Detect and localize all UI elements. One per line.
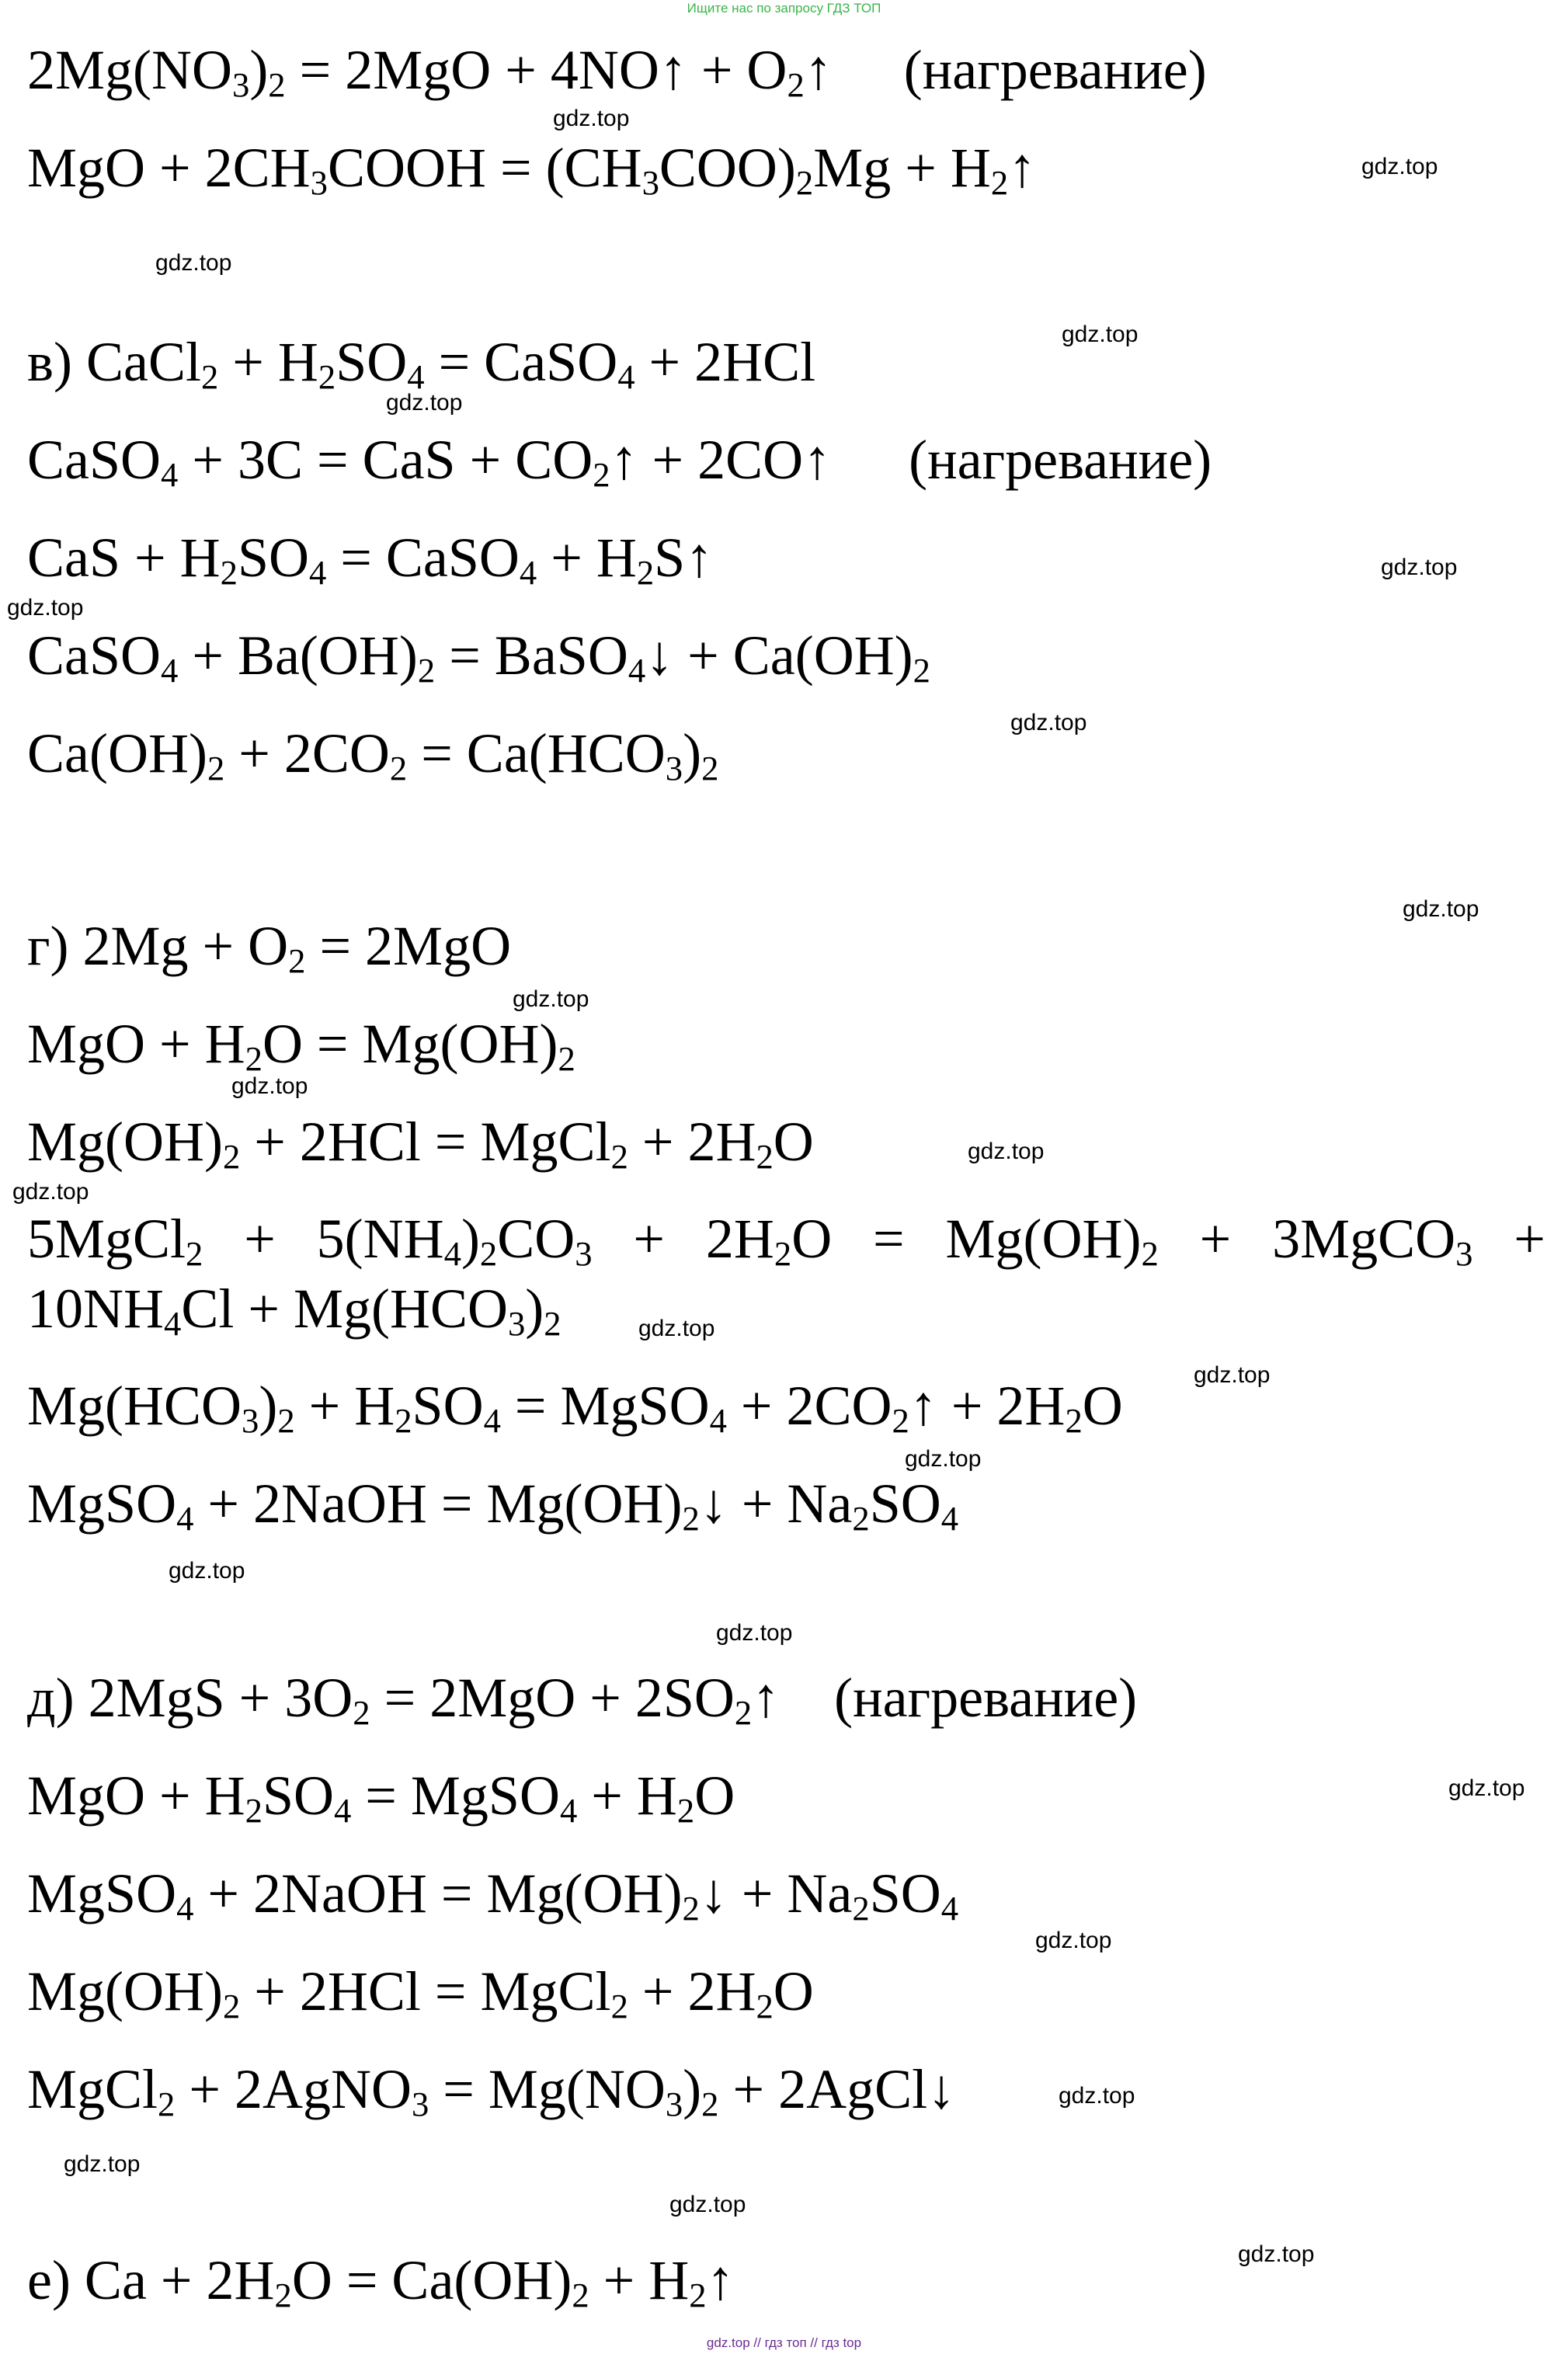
equation-line — [27, 331, 816, 396]
subscript: 2 — [245, 1790, 262, 1830]
equation-text: + Ba(OH) — [178, 624, 418, 687]
equation-text: SO — [336, 331, 408, 393]
watermark: gdz.top — [553, 106, 630, 131]
subscript: 2 — [774, 1233, 792, 1273]
equation-line — [27, 1862, 959, 1928]
equation-row — [27, 1204, 1545, 1274]
equation-text: CaSO — [27, 429, 162, 491]
equation-text: = 2MgO + 2SO — [370, 1667, 735, 1729]
watermark: gdz.top — [1381, 555, 1458, 580]
equation-text: + 2HCl — [635, 331, 816, 393]
equation-text: = 2MgO + 4NO↑ + O — [285, 39, 787, 101]
equation-text: = Mg(NO — [429, 2058, 666, 2120]
equation-text: = Ca(HCO — [407, 722, 666, 784]
subscript: 2 — [676, 1790, 695, 1830]
equation-text: + H — [218, 331, 318, 393]
operator: + — [244, 1208, 276, 1270]
equation-term — [945, 1204, 1158, 1274]
subscript: 2 — [288, 941, 306, 980]
subscript: 4 — [559, 1790, 578, 1830]
equation-text: O — [773, 1960, 814, 2022]
equation-text: ↑ + 2CO↑ — [610, 429, 832, 491]
subscript: 2 — [689, 2275, 707, 2314]
subscript: 2 — [395, 1400, 412, 1440]
equation-line — [27, 527, 714, 592]
watermark: gdz.top — [968, 1139, 1045, 1164]
subscript: 2 — [795, 162, 814, 202]
subscript: 2 — [913, 650, 930, 690]
equation-line — [27, 39, 1207, 104]
subscript: 2 — [636, 552, 655, 592]
equation-text: ↓ + Na — [699, 1862, 853, 1925]
equation-text: MgCl — [27, 2058, 158, 2120]
subscript: 4 — [161, 650, 179, 690]
equation-text: ) — [259, 1375, 278, 1437]
equation-text: = BaSO — [435, 624, 628, 687]
subscript: 2 — [756, 1136, 774, 1176]
subscript: 2 — [1141, 1233, 1159, 1273]
equation-text: O = Ca(OH) — [291, 2249, 572, 2311]
equation-text: + 2NaOH = Mg(OH) — [193, 1473, 683, 1535]
equation-text: = MgSO — [351, 1765, 560, 1827]
equation-text: + H — [294, 1375, 395, 1437]
operator: + — [1199, 1208, 1232, 1270]
subscript: 3 — [232, 64, 250, 104]
equation-text: ↑ + 2H — [909, 1375, 1066, 1437]
equation-text: SO — [262, 1765, 334, 1827]
subscript: 3 — [507, 1303, 526, 1343]
subscript: 2 — [756, 1986, 774, 2025]
equation-text: + 2HCl = MgCl — [240, 1960, 611, 2022]
watermark: gdz.top — [905, 1446, 982, 1472]
watermark: gdz.top — [1059, 2083, 1135, 2109]
subscript: 4 — [628, 650, 646, 690]
watermark: gdz.top — [1361, 154, 1438, 179]
subscript: 2 — [389, 748, 408, 788]
equation-text: + H — [577, 1765, 677, 1827]
subscript: 3 — [1455, 1233, 1473, 1273]
equation-text: = 2MgO — [305, 915, 512, 977]
watermark: gdz.top — [64, 2151, 141, 2177]
watermark: gdz.top — [1238, 2241, 1315, 2267]
equation-text: O = Mg(OH) — [262, 1013, 558, 1075]
equation-line — [27, 2058, 956, 2123]
subscript: 4 — [940, 1498, 959, 1538]
subscript: 2 — [186, 1233, 203, 1273]
subscript: 2 — [479, 1233, 498, 1273]
watermark: gdz.top — [12, 1179, 89, 1205]
subscript: 3 — [242, 1400, 259, 1440]
watermark: gdz.top — [669, 2192, 746, 2217]
subscript: 2 — [245, 1038, 262, 1078]
subscript: 3 — [641, 162, 659, 202]
watermark: gdz.top — [716, 1620, 793, 1646]
equation-text: д) 2MgS + 3O — [27, 1667, 353, 1729]
subscript: 2 — [222, 1136, 241, 1176]
equation-text: 10NH — [27, 1278, 164, 1340]
operator: = — [873, 1208, 905, 1270]
equation-text: MgO + H — [27, 1013, 245, 1075]
equation-text: Mg(OH) — [27, 1960, 223, 2022]
equation-line — [27, 1375, 1123, 1440]
subscript: 2 — [852, 1498, 870, 1538]
equation-text: = CaSO — [424, 331, 618, 393]
watermark: gdz.top — [1062, 322, 1139, 347]
equation-text: CO — [497, 1208, 575, 1270]
equation-text: Mg + H — [813, 137, 991, 199]
subscript: 2 — [593, 454, 610, 494]
equation-line — [27, 1667, 1138, 1732]
equation-text: ) — [461, 1208, 480, 1270]
equation-term — [27, 1204, 203, 1274]
watermark: gdz.top — [231, 1073, 308, 1099]
equation-term — [706, 1204, 832, 1274]
watermark: gdz.top — [7, 595, 84, 621]
equation-text: O — [791, 1208, 833, 1270]
subscript: 2 — [572, 2275, 589, 2314]
subscript: 2 — [990, 162, 1009, 202]
equation-text: + H — [589, 2249, 690, 2311]
equation-line — [27, 137, 1037, 202]
equation-text: + 2H — [628, 1111, 756, 1173]
watermark: gdz.top — [1403, 896, 1479, 922]
subscript: 2 — [158, 2084, 176, 2123]
subscript: 2 — [787, 64, 805, 104]
subscript: 3 — [665, 748, 683, 788]
subscript: 4 — [161, 454, 179, 494]
subscript: 4 — [617, 356, 635, 396]
equation-text: SO — [869, 1862, 941, 1925]
equation-text: MgSO — [27, 1862, 177, 1925]
equation-text: + 2CO — [224, 722, 390, 784]
subscript: 2 — [892, 1400, 909, 1440]
subscript: 2 — [268, 64, 286, 104]
equation-text: Mg(OH) — [27, 1111, 223, 1173]
equation-text: = MgSO — [500, 1375, 710, 1437]
equation-text: COOH = (CH — [327, 137, 642, 199]
equation-line — [27, 1765, 735, 1830]
equation-text: ) — [525, 1278, 544, 1340]
equation-text: ) — [249, 39, 269, 101]
subscript: 4 — [164, 1303, 182, 1343]
equation-text: ) — [683, 722, 702, 784]
subscript: 3 — [665, 2084, 683, 2123]
equation-text: Cl + Mg(HCO — [181, 1278, 508, 1340]
equation-text: Ca(OH) — [27, 722, 207, 784]
top-banner: Ищите нас по запросу ГДЗ ТОП — [687, 1, 881, 16]
equation-text: е) Ca + 2H — [27, 2249, 275, 2311]
equation-line — [27, 429, 1212, 494]
equation-line — [27, 915, 512, 980]
equation-text: COO) — [659, 137, 796, 199]
equation-text: + 2CO — [726, 1375, 892, 1437]
subscript: 2 — [544, 1303, 561, 1343]
subscript: 4 — [407, 356, 425, 396]
equation-text: + 2NaOH = Mg(OH) — [193, 1862, 683, 1925]
equation-text: SO — [237, 527, 309, 589]
equation-text: O — [1082, 1375, 1123, 1437]
subscript: 2 — [274, 2275, 292, 2314]
equation-text: + 2AgNO — [175, 2058, 412, 2120]
watermark: gdz.top — [1194, 1362, 1271, 1388]
subscript: 2 — [558, 1038, 575, 1078]
subscript: 2 — [200, 356, 219, 396]
equation-text: O — [773, 1111, 814, 1173]
subscript: 2 — [852, 1888, 870, 1928]
reaction-condition: (нагревание) — [909, 429, 1212, 491]
equation-text: CaS + H — [27, 527, 221, 589]
equation-line — [27, 1013, 575, 1078]
subscript: 4 — [709, 1400, 727, 1440]
operator: + — [1514, 1208, 1545, 1270]
subscript: 4 — [519, 552, 537, 592]
equation-term — [1272, 1204, 1472, 1274]
equation-text: Mg(HCO — [27, 1375, 242, 1437]
bottom-banner: gdz.top // гдз топ // гдз top — [706, 2335, 862, 2350]
equation-line — [27, 1111, 814, 1176]
subscript: 2 — [734, 1692, 753, 1732]
equation-text: CaSO — [27, 624, 162, 687]
equation-text: 5(NH — [316, 1208, 444, 1270]
equation-term — [317, 1204, 593, 1274]
subscript: 4 — [176, 1498, 194, 1538]
equation-text: O — [694, 1765, 735, 1827]
subscript: 2 — [682, 1888, 700, 1928]
equation-text: 5MgCl — [27, 1208, 186, 1270]
subscript: 4 — [333, 1790, 352, 1830]
subscript: 3 — [310, 162, 328, 202]
equation-text: 3MgCO — [1272, 1208, 1456, 1270]
subscript: 2 — [701, 748, 719, 788]
equation-text: в) CaCl — [27, 331, 201, 393]
equation-text: г) 2Mg + O — [27, 915, 289, 977]
equation-row — [27, 1274, 1545, 1344]
equation-text: S↑ — [654, 527, 714, 589]
subscript: 2 — [682, 1498, 700, 1538]
equation-text: MgSO — [27, 1473, 177, 1535]
subscript: 2 — [417, 650, 436, 690]
equation-line — [27, 1473, 959, 1538]
reaction-condition: (нагревание) — [903, 39, 1207, 101]
equation-line-justified — [27, 1204, 1545, 1344]
equation-text: Mg(OH) — [945, 1208, 1142, 1270]
watermark: gdz.top — [155, 250, 232, 276]
equation-text: + 2HCl = MgCl — [240, 1111, 611, 1173]
equation-text: = CaSO — [326, 527, 520, 589]
subscript: 2 — [222, 1986, 241, 2025]
equation-text: ↓ + Ca(OH) — [645, 624, 913, 687]
subscript: 2 — [318, 356, 336, 396]
equation-line — [27, 624, 930, 690]
watermark: gdz.top — [638, 1316, 715, 1341]
subscript: 4 — [483, 1400, 501, 1440]
equation-text: ↑ — [804, 39, 833, 101]
equation-text: SO — [412, 1375, 484, 1437]
equation-text: ↑ — [752, 1667, 781, 1729]
equation-text: + 2H — [628, 1960, 756, 2022]
watermark: gdz.top — [169, 1558, 245, 1584]
subscript: 2 — [1065, 1400, 1083, 1440]
subscript: 2 — [610, 1136, 628, 1176]
equation-text: ↓ + Na — [699, 1473, 853, 1535]
reaction-condition: (нагревание) — [834, 1667, 1138, 1729]
watermark: gdz.top — [1010, 710, 1087, 735]
subscript: 3 — [411, 2084, 429, 2123]
watermark: gdz.top — [1448, 1775, 1525, 1801]
equation-text: MgO + H — [27, 1765, 245, 1827]
equation-text: SO — [869, 1473, 941, 1535]
subscript: 4 — [443, 1233, 461, 1273]
subscript: 4 — [308, 552, 327, 592]
watermark: gdz.top — [1035, 1928, 1112, 1953]
operator: + — [633, 1208, 666, 1270]
equation-text: + 2AgCl↓ — [718, 2058, 956, 2120]
subscript: 2 — [207, 748, 225, 788]
equation-text: ↑ — [706, 2249, 735, 2311]
equation-text: 2H — [705, 1208, 774, 1270]
equation-text: 2Mg(NO — [27, 39, 232, 101]
watermark: gdz.top — [386, 390, 463, 416]
equation-text: + H — [537, 527, 637, 589]
subscript: 2 — [610, 1986, 628, 2025]
equation-line — [27, 722, 719, 788]
subscript: 4 — [176, 1888, 194, 1928]
subscript: 2 — [701, 2084, 719, 2123]
subscript: 2 — [353, 1692, 370, 1732]
subscript: 4 — [940, 1888, 959, 1928]
equation-line — [27, 1960, 814, 2025]
equation-text: ) — [683, 2058, 702, 2120]
equation-text: + 3C = CaS + CO — [178, 429, 593, 491]
equation-text: MgO + 2CH — [27, 137, 311, 199]
subscript: 2 — [220, 552, 238, 592]
watermark: gdz.top — [513, 986, 589, 1012]
subscript: 3 — [575, 1233, 593, 1273]
equation-line — [27, 2249, 735, 2314]
subscript: 2 — [277, 1400, 295, 1440]
equation-text: ↑ — [1008, 137, 1037, 199]
